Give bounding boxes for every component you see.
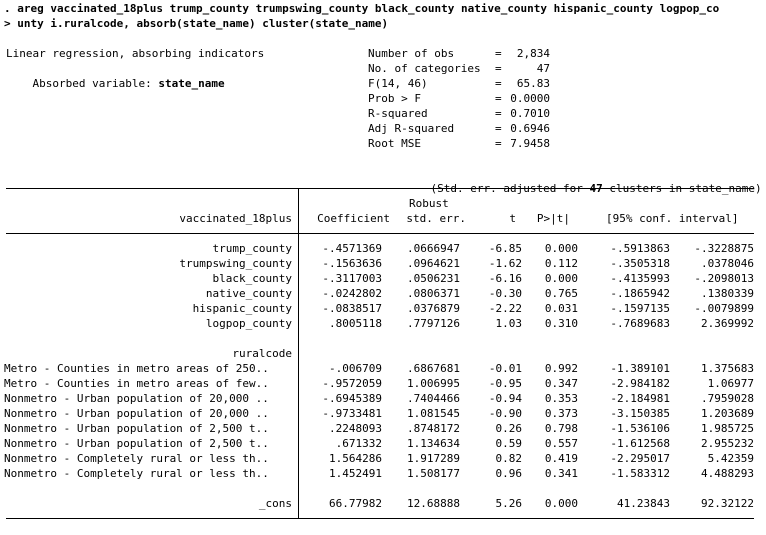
coef-cell: -.9572059 (322, 377, 382, 390)
se-cell: 1.917289 (407, 452, 460, 465)
ci-high-cell: .7959028 (701, 392, 754, 405)
table-header-rule (6, 233, 754, 234)
ci-low-cell: -.1597135 (610, 302, 670, 315)
row-label: logpop_county (205, 317, 292, 330)
coef-cell: -.6945389 (322, 392, 382, 405)
stat-equals: = (495, 92, 502, 105)
ci-low-cell: -.1865942 (610, 287, 670, 300)
t-cell: -0.01 (488, 362, 522, 375)
coef-header: Coefficient (317, 212, 390, 225)
p-cell: 0.000 (544, 242, 578, 255)
ci-low-cell: -.7689683 (610, 317, 670, 330)
cluster-note-count: 47 (589, 182, 603, 195)
stat-label: R-squared (368, 107, 428, 120)
coef-cell: 1.452491 (329, 467, 382, 480)
stat-equals: = (495, 47, 502, 60)
absorbed-variable (6, 61, 225, 90)
cluster-note-prefix: (Std. err. adjusted for (430, 182, 583, 195)
stat-value: 65.83 (516, 77, 550, 90)
p-cell: 0.310 (544, 317, 578, 330)
row-label: Metro - Counties in metro areas of few.. (4, 377, 269, 390)
p-cell: 0.341 (544, 467, 578, 480)
row-label: Nonmetro - Completely rural or less th.. (4, 452, 269, 465)
se-cell: 1.508177 (407, 467, 460, 480)
row-label: _cons (258, 497, 292, 510)
t-cell: -2.22 (488, 302, 522, 315)
command-line-1: . areg vaccinated_18plus trump_county trumpswing_county black_county native_county hispanic_county logpop_co (4, 2, 720, 15)
stat-equals: = (495, 137, 502, 150)
p-cell: 0.000 (544, 497, 578, 510)
t-cell: 0.96 (495, 467, 522, 480)
coef-cell: .2248093 (329, 422, 382, 435)
robust-label: Robust (409, 197, 449, 210)
row-label: Metro - Counties in metro areas of 250.. (4, 362, 269, 375)
ci-high-cell: 1.203689 (701, 407, 754, 420)
ci-low-cell: -2.184981 (610, 392, 670, 405)
ci-header: [95% conf. interval] (606, 212, 739, 225)
p-cell: 0.112 (544, 257, 578, 270)
ci-high-cell: .1380339 (701, 287, 754, 300)
se-cell: 1.134634 (407, 437, 460, 450)
ci-low-cell: -1.612568 (610, 437, 670, 450)
ci-high-cell: -.2098013 (694, 272, 754, 285)
p-cell: 0.765 (544, 287, 578, 300)
t-cell: 0.82 (495, 452, 522, 465)
table-top-rule (6, 188, 754, 189)
row-label: Nonmetro - Completely rural or less th.. (4, 467, 269, 480)
ci-high-cell: 4.488293 (701, 467, 754, 480)
se-cell: .0964621 (407, 257, 460, 270)
t-cell: -6.16 (488, 272, 522, 285)
ci-low-cell: -1.583312 (610, 467, 670, 480)
stat-value: 0.0000 (510, 92, 550, 105)
model-title: Linear regression, absorbing indicators (6, 47, 265, 60)
ci-high-cell: 5.42359 (707, 452, 754, 465)
se-cell: 12.68888 (407, 497, 460, 510)
stat-equals: = (495, 77, 502, 90)
se-cell: .7404466 (407, 392, 460, 405)
se-cell: 1.006995 (407, 377, 460, 390)
factor-variable-label: ruralcode (232, 347, 292, 360)
t-cell: -0.95 (488, 377, 522, 390)
stat-label: Prob > F (368, 92, 421, 105)
stat-label: No. of categories (368, 62, 481, 75)
coef-cell: 66.77982 (329, 497, 382, 510)
p-cell: 0.373 (544, 407, 578, 420)
t-cell: -6.85 (488, 242, 522, 255)
t-cell: 1.03 (495, 317, 522, 330)
stat-label: Adj R-squared (368, 122, 455, 135)
t-header: t (509, 212, 516, 225)
ci-high-cell: .0378046 (701, 257, 754, 270)
row-label: Nonmetro - Urban population of 2,500 t.. (4, 437, 269, 450)
ci-low-cell: -2.984182 (610, 377, 670, 390)
coef-cell: -.4571369 (322, 242, 382, 255)
row-label: Nonmetro - Urban population of 20,000 .. (4, 407, 269, 420)
ci-low-cell: -2.295017 (610, 452, 670, 465)
t-cell: -0.30 (488, 287, 522, 300)
stat-equals: = (495, 62, 502, 75)
stat-equals: = (495, 122, 502, 135)
stat-value: 7.9458 (510, 137, 550, 150)
t-cell: 5.26 (495, 497, 522, 510)
ci-low-cell: -1.389101 (610, 362, 670, 375)
p-cell: 0.347 (544, 377, 578, 390)
ci-high-cell: 2.369992 (701, 317, 754, 330)
ci-high-cell: -.0079899 (694, 302, 754, 315)
ci-high-cell: 92.32122 (701, 497, 754, 510)
stat-label: Number of obs (368, 47, 455, 60)
coef-cell: -.006709 (329, 362, 382, 375)
se-cell: .0376879 (407, 302, 460, 315)
ci-high-cell: 1.375683 (701, 362, 754, 375)
stat-value: 47 (536, 62, 550, 75)
ci-low-cell: -.5913863 (610, 242, 670, 255)
stat-label: Root MSE (368, 137, 421, 150)
row-label: black_county (212, 272, 292, 285)
ci-low-cell: -1.536106 (610, 422, 670, 435)
stat-value: 0.7010 (510, 107, 550, 120)
ci-low-cell: -.3505318 (610, 257, 670, 270)
coef-cell: -.3117003 (322, 272, 382, 285)
ci-low-cell: -3.150385 (610, 407, 670, 420)
se-cell: .0806371 (407, 287, 460, 300)
p-cell: 0.798 (544, 422, 578, 435)
t-cell: -0.90 (488, 407, 522, 420)
table-separator (298, 188, 299, 518)
stat-value: 0.6946 (510, 122, 550, 135)
p-header: P>|t| (536, 212, 570, 225)
se-cell: .6867681 (407, 362, 460, 375)
t-cell: -1.62 (488, 257, 522, 270)
stat-label: F(14, 46) (368, 77, 428, 90)
coef-cell: .8005118 (329, 317, 382, 330)
coef-cell: 1.564286 (329, 452, 382, 465)
coef-cell: -.0838517 (322, 302, 382, 315)
stat-value: 2,834 (516, 47, 550, 60)
cluster-note-suffix: clusters in state_name) (609, 182, 762, 195)
table-bottom-rule (6, 518, 754, 519)
ci-high-cell: 1.985725 (701, 422, 754, 435)
cluster-note (404, 166, 762, 195)
se-cell: .7797126 (407, 317, 460, 330)
absorbed-label: Absorbed variable: (32, 77, 152, 90)
t-cell: -0.94 (488, 392, 522, 405)
coef-cell: .671332 (335, 437, 382, 450)
command-line-2: > unty i.ruralcode, absorb(state_name) cluster(state_name) (4, 17, 389, 30)
depvar-header: vaccinated_18plus (179, 212, 292, 225)
ci-high-cell: 1.06977 (707, 377, 754, 390)
p-cell: 0.000 (544, 272, 578, 285)
row-label: Nonmetro - Urban population of 20,000 .. (4, 392, 269, 405)
row-label: trump_county (212, 242, 292, 255)
row-label: native_county (205, 287, 292, 300)
row-label: Nonmetro - Urban population of 2,500 t.. (4, 422, 269, 435)
ci-high-cell: -.3228875 (694, 242, 754, 255)
ci-high-cell: 2.955232 (701, 437, 754, 450)
t-cell: 0.59 (495, 437, 522, 450)
p-cell: 0.557 (544, 437, 578, 450)
ci-low-cell: -.4135993 (610, 272, 670, 285)
se-cell: .0666947 (407, 242, 460, 255)
row-label: trumpswing_county (179, 257, 292, 270)
t-cell: 0.26 (495, 422, 522, 435)
stat-equals: = (495, 107, 502, 120)
coef-cell: -.0242802 (322, 287, 382, 300)
coef-cell: -.9733481 (322, 407, 382, 420)
row-label: hispanic_county (192, 302, 292, 315)
absorbed-value: state_name (158, 77, 225, 90)
p-cell: 0.353 (544, 392, 578, 405)
p-cell: 0.992 (544, 362, 578, 375)
se-cell: .0506231 (407, 272, 460, 285)
se-header: std. err. (406, 212, 466, 225)
ci-low-cell: 41.23843 (617, 497, 670, 510)
se-cell: 1.081545 (407, 407, 460, 420)
p-cell: 0.419 (544, 452, 578, 465)
se-cell: .8748172 (407, 422, 460, 435)
coef-cell: -.1563636 (322, 257, 382, 270)
p-cell: 0.031 (544, 302, 578, 315)
